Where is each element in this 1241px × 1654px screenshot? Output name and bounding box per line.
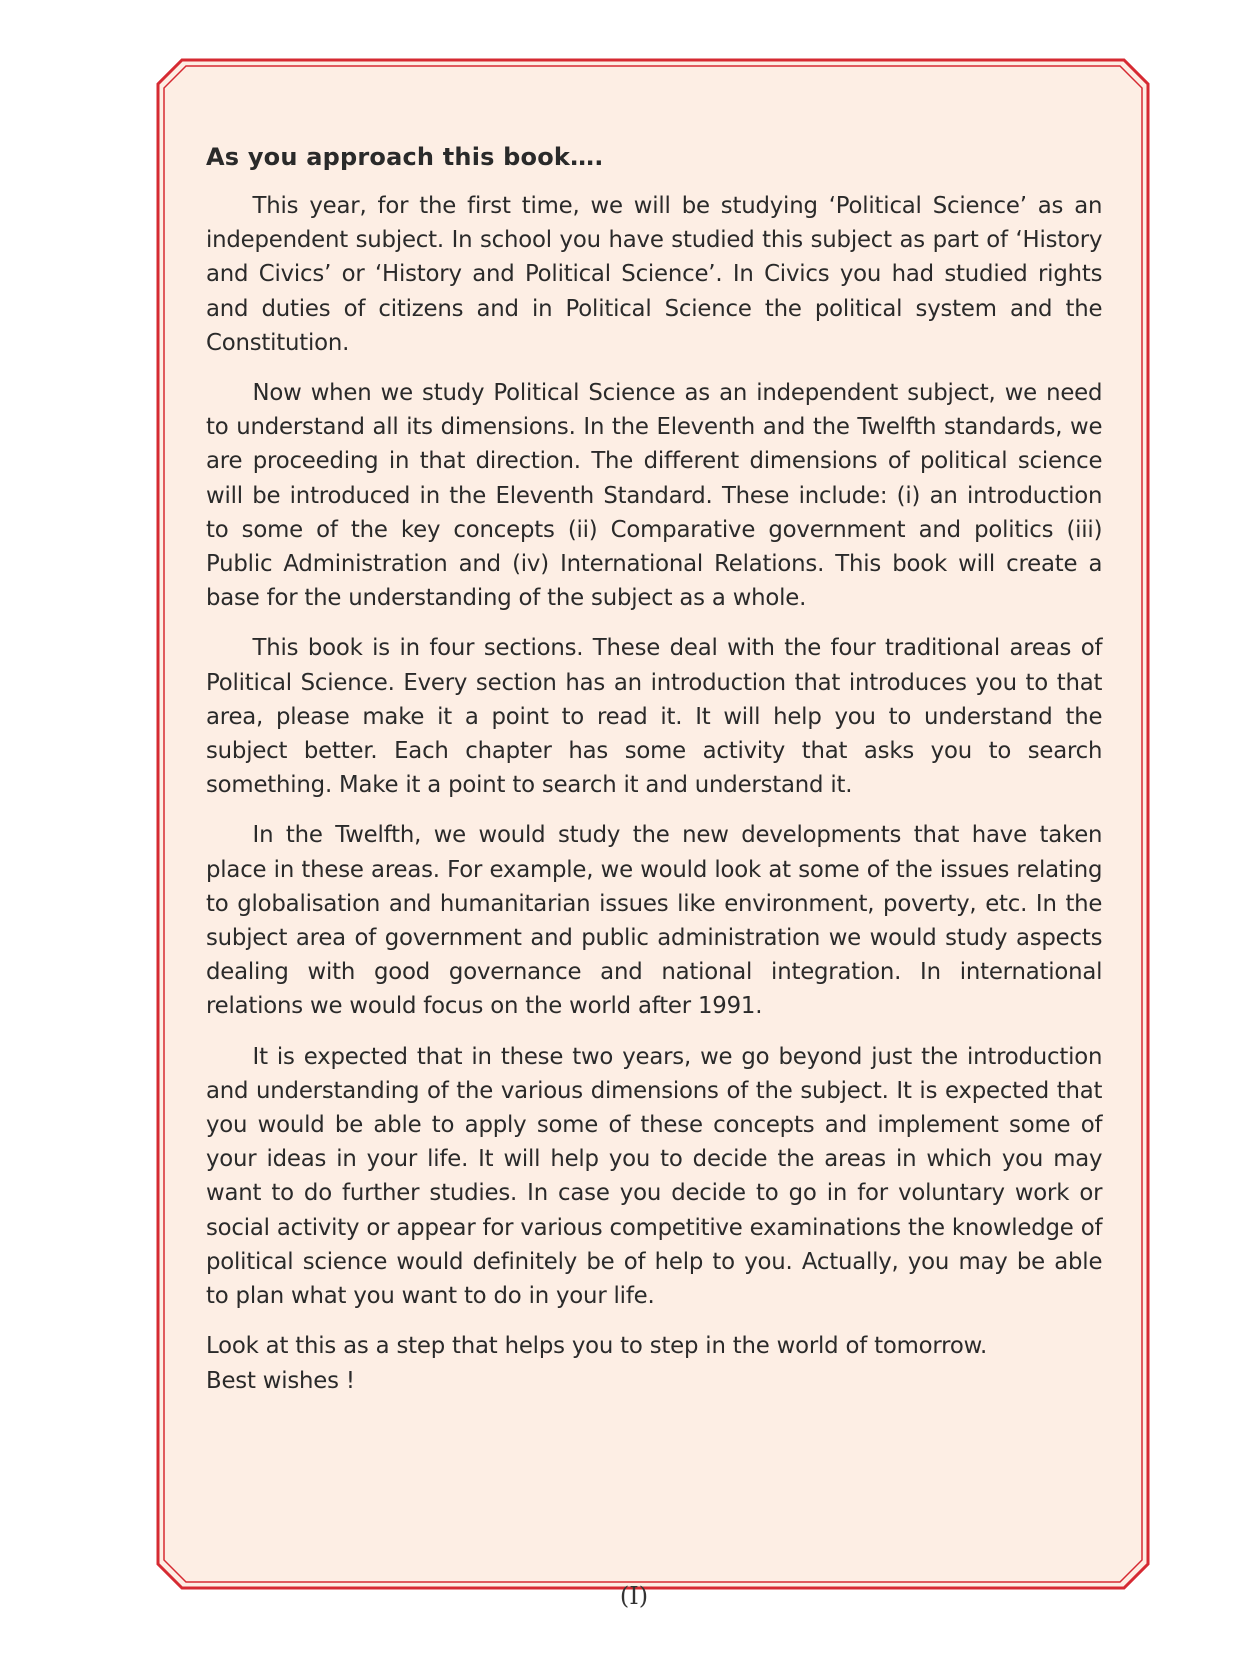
paragraph-2: Now when we study Political Science as an independent subject, we need to understand all its dimensions. In the Eleventh and the Twelfth standards, we are proceeding in that direction. The different dimensions of political science will be introduced in the Eleventh Standard. These include: (i) an introduction to some of the key concepts (ii) Comparative government and politics (iii) Public Administration and (iv) International Relations. This book will create a base for the understanding of the subject as a whole.	[206, 378, 1103, 612]
paragraph-4: In the Twelfth, we would study the new developments that have taken place in these areas. For example, we would look at some of the issues relating to globalisation and humanitarian issues like environment, poverty, etc. In the subject area of government and public administration we would study aspects dealing with good governance and national integration. In international relations we would focus on the world after 1991.	[206, 820, 1103, 1020]
paragraph-1: This year, for the first time, we will be studying ‘Political Science’ as an independent subject. In school you have studied this subject as part of ‘History and Civics’ or ‘History and Political Science’. In Civics you had studied rights and duties of citizens and in Political Science the political system and the Constitution.	[206, 191, 1103, 356]
paragraph-5: It is expected that in these two years, we go beyond just the introduction and understanding of the various dimensions of the subject. It is expected that you would be able to apply some of these concepts and implement some of your ideas in your life. It will help you to decide the areas in which you may want to do further studies. In case you decide to go in for voluntary work or social activity or appear for various competitive examinations the knowledge of political science would definitely be of help to you. Actually, you may be able to plan what you want to do in your life.	[206, 1041, 1103, 1310]
foreword-heading: As you approach this book….	[206, 143, 604, 171]
closing-paragraph	[206, 1328, 1102, 1396]
foreword-content	[206, 140, 1102, 1413]
closing-line-1: Look at this as a step that helps you to step in the world of tomorrow.	[206, 1331, 988, 1360]
paragraph-3: This book is in four sections. These deal with the four traditional areas of Political Science. Every section has an introduction that introduces you to that area, please make it a point to read it. It will help you to understand the subject better. Each chapter has some activity that asks you to search something. Make it a point to search it and understand it.	[206, 633, 1103, 799]
closing-line-2: Best wishes !	[206, 1365, 355, 1394]
page-number: (I)	[619, 1582, 649, 1610]
